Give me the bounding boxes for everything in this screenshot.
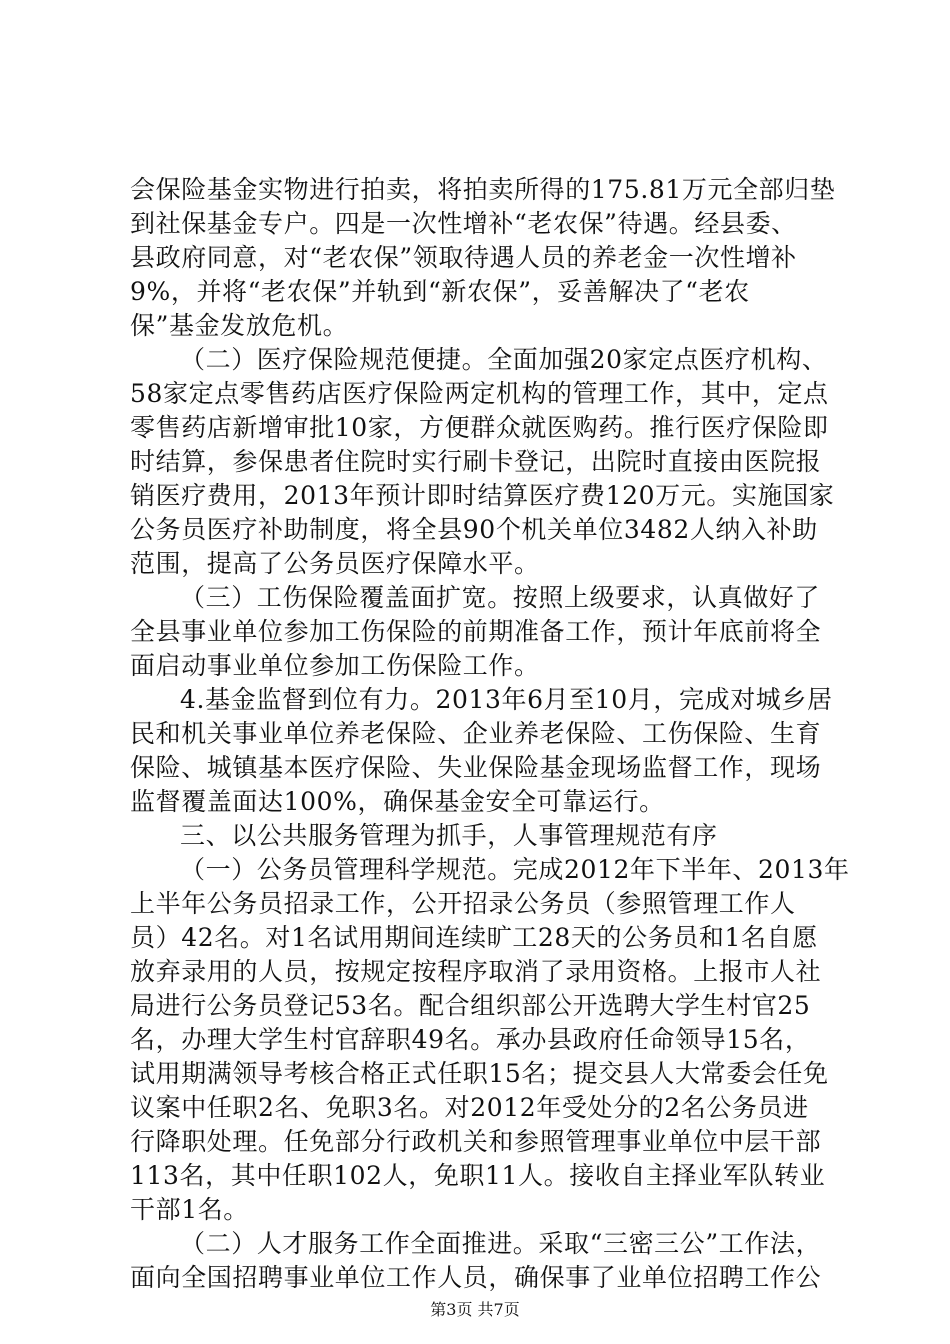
text-line: 行降职处理。任免部分行政机关和参照管理事业单位中层干部	[130, 1127, 822, 1156]
text-line: 公务员医疗补助制度，将全县90个机关单位3482人纳入补助	[130, 515, 818, 544]
text-line: 上半年公务员招录工作，公开招录公务员（参照管理工作人	[130, 889, 796, 918]
text-line: 员）42名。对1名试用期间连续旷工28天的公务员和1名自愿	[130, 923, 818, 952]
text-line: 113名，其中任职102人，免职11人。接收自主择业军队转业	[130, 1161, 826, 1190]
text-line: （二）人才服务工作全面推进。采取“三密三公”工作法，	[180, 1229, 822, 1258]
text-line: 时结算，参保患者住院时实行刷卡登记，出院时直接由医院报	[130, 447, 822, 476]
text-line: 局进行公务员登记53名。配合组织部公开选聘大学生村官25	[130, 991, 811, 1020]
text-line: （二）医疗保险规范便捷。全面加强20家定点医疗机构、	[180, 345, 828, 374]
text-line: 会保险基金实物进行拍卖，将拍卖所得的175.81万元全部归垫	[130, 175, 836, 204]
text-line: 4.基金监督到位有力。2013年6月至10月，完成对城乡居	[180, 685, 833, 714]
text-line: 到社保基金专户。四是一次性增补“老农保”待遇。经县委、	[130, 209, 797, 238]
page-footer: 第3页 共7页	[430, 1300, 520, 1319]
text-line: 民和机关事业单位养老保险、企业养老保险、工伤保险、生育	[130, 719, 822, 748]
text-line: 销医疗费用，2013年预计即时结算医疗费120万元。实施国家	[130, 481, 835, 510]
text-line: 保险、城镇基本医疗保险、失业保险基金现场监督工作，现场	[130, 753, 822, 782]
text-line: 监督覆盖面达100%，确保基金安全可靠运行。	[130, 787, 665, 816]
text-line: 58家定点零售药店医疗保险两定机构的管理工作，其中，定点	[130, 379, 829, 408]
text-line: 全县事业单位参加工伤保险的前期准备工作，预计年底前将全	[130, 617, 822, 646]
text-line: 面向全国招聘事业单位工作人员，确保事了业单位招聘工作公	[130, 1263, 822, 1292]
text-line: （三）工伤保险覆盖面扩宽。按照上级要求，认真做好了	[180, 583, 821, 612]
text-line: 干部1名。	[130, 1195, 249, 1224]
text-line: 保”基金发放危机。	[130, 311, 349, 340]
text-line: 议案中任职2名、免职3名。对2012年受处分的2名公务员进	[130, 1093, 809, 1122]
text-line: 试用期满领导考核合格正式任职15名；提交县人大常委会任免	[130, 1059, 829, 1088]
text-line: 零售药店新增审批10家，方便群众就医购药。推行医疗保险即	[130, 413, 829, 442]
text-line: 范围，提高了公务员医疗保障水平。	[130, 549, 540, 578]
text-line: 9%，并将“老农保”并轨到“新农保”，妥善解决了“老农	[130, 277, 750, 306]
section-heading: 三、以公共服务管理为抓手，人事管理规范有序	[180, 821, 718, 850]
text-line: 面启动事业单位参加工伤保险工作。	[130, 651, 540, 680]
text-line: 名，办理大学生村官辞职49名。承办县政府任命领导15名，	[130, 1025, 811, 1054]
text-line: 县政府同意，对“老农保”领取待遇人员的养老金一次性增补	[130, 243, 797, 272]
text-line: （一）公务员管理科学规范。完成2012年下半年、2013年	[180, 855, 850, 884]
text-line: 放弃录用的人员，按规定按程序取消了录用资格。上报市人社	[130, 957, 822, 986]
